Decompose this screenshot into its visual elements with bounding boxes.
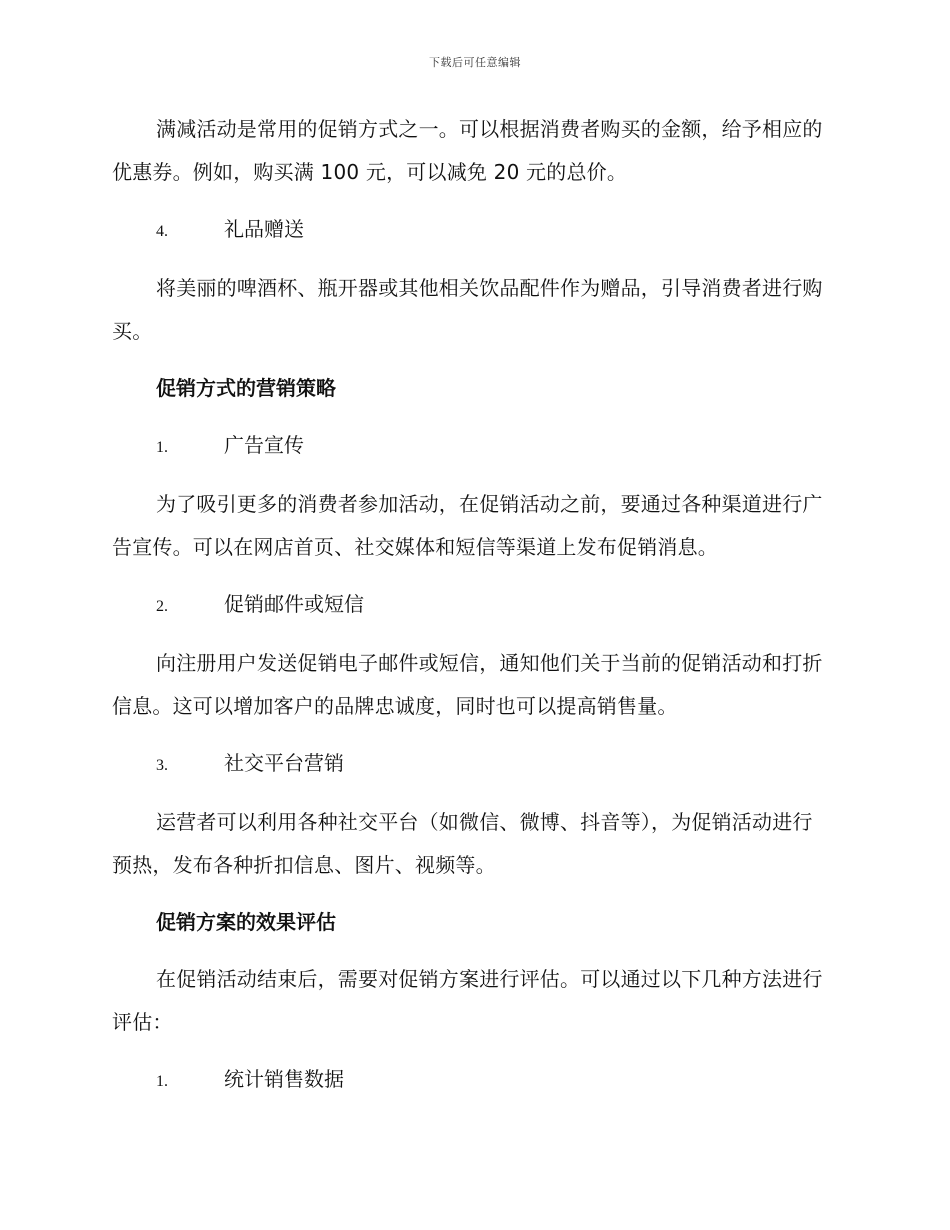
list-item-gift bbox=[112, 208, 832, 253]
paragraph-advertising: 为了吸引更多的消费者参加活动，在促销活动之前，要通过各种渠道进行广告宣传。可以在网店首页、社交媒体和短信等渠道上发布促销消息。 bbox=[112, 492, 823, 559]
list-label: 统计销售数据 bbox=[224, 1067, 344, 1091]
paragraph-gift: 将美丽的啤酒杯、瓶开器或其他相关饮品配件作为赠品，引导消费者进行购买。 bbox=[112, 276, 823, 343]
list-label: 社交平台营销 bbox=[224, 751, 344, 775]
document-body bbox=[112, 108, 832, 1117]
paragraph-email-sms: 向注册用户发送促销电子邮件或短信，通知他们关于当前的促销活动和打折信息。这可以增加客户的品牌忠诚度，同时也可以提高销售量。 bbox=[112, 651, 823, 718]
paragraph-social: 运营者可以利用各种社交平台（如微信、微博、抖音等），为促销活动进行预热，发布各种折扣信息、图片、视频等。 bbox=[112, 810, 813, 877]
list-label: 礼品赠送 bbox=[224, 217, 304, 241]
list-item-sales-data bbox=[112, 1058, 832, 1103]
list-label: 广告宣传 bbox=[224, 433, 304, 457]
list-label: 促销邮件或短信 bbox=[224, 592, 364, 616]
list-item-advertising bbox=[112, 424, 832, 469]
list-number: 3. bbox=[156, 757, 168, 774]
list-number: 4. bbox=[156, 223, 168, 240]
page-header: 下载后可任意编辑 bbox=[429, 56, 521, 69]
list-item-email-sms bbox=[112, 583, 832, 628]
paragraph-full-reduction: 满减活动是常用的促销方式之一。可以根据消费者购买的金额，给予相应的优惠券。例如，购买满 100 元，可以减免 20 元的总价。 bbox=[112, 117, 823, 184]
section-heading-marketing-strategy: 促销方式的营销策略 bbox=[156, 376, 336, 400]
list-number: 2. bbox=[156, 598, 168, 615]
list-number: 1. bbox=[156, 1073, 168, 1090]
list-item-social bbox=[112, 742, 832, 787]
paragraph-evaluation: 在促销活动结束后，需要对促销方案进行评估。可以通过以下几种方法进行评估： bbox=[112, 967, 823, 1034]
section-heading-evaluation: 促销方案的效果评估 bbox=[156, 910, 336, 934]
list-number: 1. bbox=[156, 439, 168, 456]
